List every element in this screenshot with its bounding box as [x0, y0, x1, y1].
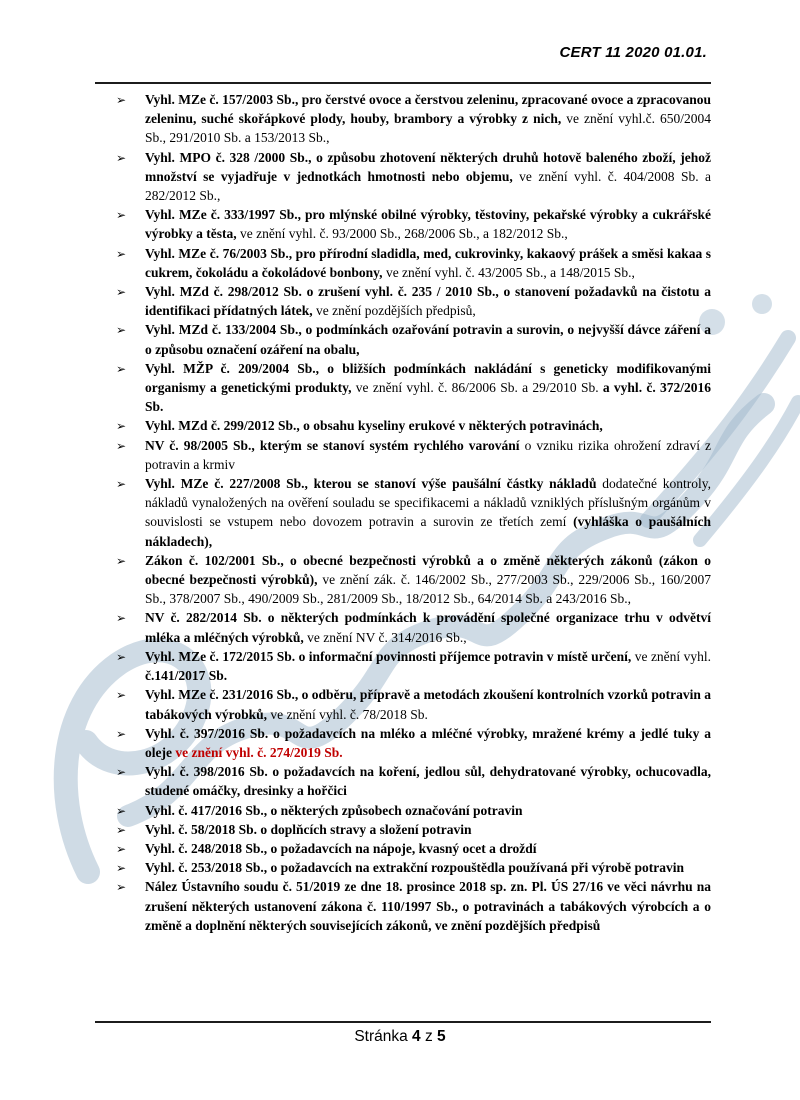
law-item-text: [145, 92, 711, 145]
law-item-text: [145, 438, 711, 472]
law-item-text: [145, 476, 711, 549]
law-item-segment: NV č. 282/2014 Sb. o některých podmínkách k provádění společné organizace trhu v odvětví mléka a mléčných výrobků,: [145, 610, 711, 645]
arrow-bullet-icon: ➢: [116, 208, 127, 223]
arrow-bullet-icon: ➢: [116, 438, 127, 453]
law-item: [95, 839, 711, 858]
footer-label: Stránka: [354, 1028, 408, 1045]
law-item-text: [145, 860, 684, 875]
law-item-segment: ve znění pozdějších předpisů,: [312, 303, 476, 319]
law-item: [95, 359, 711, 417]
law-item-text: [145, 246, 711, 280]
arrow-bullet-icon: ➢: [116, 611, 127, 626]
arrow-bullet-icon: ➢: [116, 861, 127, 876]
arrow-bullet-icon: ➢: [116, 822, 127, 837]
law-item-text: [145, 879, 711, 932]
law-item: [95, 858, 711, 877]
law-item: [95, 148, 711, 206]
law-item-segment: Vyhl. MZd č. 133/2004 Sb., o podmínkách ozařování potravin a surovin, o nejvyšší dávce záření a o způsobu označení ozáření na obalu,: [145, 322, 711, 357]
law-item-segment: Nález Ústavního soudu č. 51/2019 ze dne 18. prosince 2018 sp. zn. Pl. ÚS 27/16 ve věci návrhu na zrušení některých ustanovení zákona č. 110/1997 Sb., o potravinách a tabákových výrobcích a o změně a doplnění některých souvisejících zákonů, ve znění pozdějších předpisů: [145, 879, 711, 933]
law-item-text: [145, 803, 523, 818]
law-item-segment: Vyhl. MZe č. 157/2003 Sb., pro čerstvé ovoce a čerstvou zeleninu, zpracované ovoce a zpracovanou zeleninu, suché skořápkové plody, houby, brambory a výrobky z nich,: [145, 92, 711, 127]
law-item-segment: Vyhl. MPO č. 328 /2000 Sb., o způsobu zhotovení některých druhů hotově baleného zboží, jehož množství se vyjadřuje v jednotkách hmotnosti nebo objemu,: [145, 149, 711, 184]
law-item: [95, 205, 711, 243]
law-item: [95, 762, 711, 800]
law-item-segment: Vyhl. MZe č. 333/1997 Sb., pro mlýnské obilné výrobky, těstoviny, pekařské výrobky a cukrářské výrobky a těsta,: [145, 207, 711, 242]
law-item-segment: ve znění vyhl. č. 43/2005 Sb., a 148/2015 Sb.,: [382, 264, 635, 280]
law-item: [95, 244, 711, 282]
law-item-text: [145, 284, 711, 318]
law-item: [95, 320, 711, 358]
arrow-bullet-icon: ➢: [116, 361, 127, 376]
law-item-text: [145, 726, 711, 760]
law-item: [95, 685, 711, 723]
law-item-text: [145, 841, 537, 856]
arrow-bullet-icon: ➢: [116, 419, 127, 434]
law-item-segment: dodatečné kontroly, nákladů vynaložených na ověření souladu se specifikacemi a nákladů vzniklých příslušným orgánům v souvislosti se vstupem nebo dovozem potravin a surovin ze třetích zemí: [145, 476, 711, 530]
law-item-segment: Vyhl. č. 397/2016 Sb. o požadavcích na mléko a mléčné výrobky, mražené krémy a jedlé tuky a oleje: [145, 725, 711, 760]
law-item: [95, 608, 711, 646]
law-item: [95, 724, 711, 762]
law-item-text: [145, 649, 711, 683]
law-item-segment: Vyhl. MZe č. 172/2015 Sb. o informační povinnosti příjemce potravin v místě určení,: [145, 648, 632, 664]
law-item-text: [145, 822, 472, 837]
arrow-bullet-icon: ➢: [116, 765, 127, 780]
law-item-segment: Vyhl. č. 58/2018 Sb. o doplňcích stravy a složení potravin: [145, 821, 472, 837]
footer-rule: [95, 1021, 711, 1023]
law-item: [95, 647, 711, 685]
law-item-segment: Vyhl. MZd č. 298/2012 Sb. o zrušení vyhl. č. 235 / 2010 Sb., o stanovení požadavků na čistotu a identifikaci přídatných látek,: [145, 284, 711, 319]
law-item-segment: ve znění vyhl.č. 650/2004 Sb., 291/2010 Sb. a 153/2013 Sb.,: [145, 111, 711, 146]
law-item: [95, 551, 711, 609]
law-item-segment: ve znění vyhl. č. 93/2000 Sb., 268/2006 Sb., a 182/2012 Sb.,: [236, 226, 568, 242]
law-item-segment: Vyhl. MZe č. 231/2016 Sb., o odběru, přípravě a metodách zkoušení kontrolních vzorků potravin a tabákových výrobků,: [145, 687, 711, 722]
law-item-text: [145, 361, 711, 414]
law-item: [95, 474, 711, 551]
law-item: [95, 877, 711, 935]
law-item-segment: ve znění zák. č. 146/2002 Sb., 277/2003 Sb., 229/2006 Sb., 160/2007 Sb., 378/2007 Sb., 490/2009 Sb., 281/2009 Sb., 18/2012 Sb., 64/2014 Sb. a 243/2016 Sb.,: [145, 572, 711, 607]
law-item-segment: Vyhl. č. 253/2018 Sb., o požadavcích na extrakční rozpouštědla používaná při výrobě potravin: [145, 860, 685, 876]
law-item-segment: ve znění NV č. 314/2016 Sb.,: [303, 629, 467, 645]
law-item-segment: Vyhl. MZe č. 76/2003 Sb., pro přírodní sladidla, med, cukrovinky, kakaový prášek a směsi kakaa s cukrem, čokoládu a čokoládové bonbony,: [145, 245, 711, 280]
law-item-segment: NV č. 98/2005 Sb., kterým se stanoví systém rychlého varování: [145, 437, 520, 453]
law-item-segment: o vzniku rizika ohrožení zdraví z potravin a krmiv: [145, 437, 711, 472]
law-item-segment: Vyhl. č. 417/2016 Sb., o některých způsobech označování potravin: [145, 802, 523, 818]
law-item: [95, 801, 711, 820]
law-item-segment: ve znění vyhl.: [631, 648, 711, 664]
law-item-segment: a vyhl. č. 372/2016 Sb.: [145, 380, 712, 415]
law-item-text: [145, 610, 711, 644]
arrow-bullet-icon: ➢: [116, 150, 127, 165]
arrow-bullet-icon: ➢: [116, 285, 127, 300]
footer-total-pages: 5: [437, 1028, 446, 1045]
arrow-bullet-icon: ➢: [116, 553, 127, 568]
arrow-bullet-icon: ➢: [116, 649, 127, 664]
footer-page-number: 4: [412, 1028, 421, 1045]
law-item-text: [145, 687, 711, 721]
law-item-text: [145, 418, 603, 433]
arrow-bullet-icon: ➢: [116, 803, 127, 818]
law-item: [95, 90, 711, 148]
arrow-bullet-icon: ➢: [116, 880, 127, 895]
arrow-bullet-icon: ➢: [116, 841, 127, 856]
law-item-text: [145, 322, 711, 356]
arrow-bullet-icon: ➢: [116, 726, 127, 741]
law-item: [95, 820, 711, 839]
law-item: [95, 436, 711, 474]
page-footer: [0, 1028, 800, 1046]
law-item-segment: Vyhl. MZe č. 227/2008 Sb., kterou se stanoví výše paušální částky nákladů: [145, 476, 597, 492]
law-item-segment: ve znění vyhl. č. 78/2018 Sb.: [267, 706, 428, 722]
arrow-bullet-icon: ➢: [116, 93, 127, 107]
law-item-segment: ve znění vyhl. č. 274/2019 Sb.: [171, 744, 343, 760]
law-item-text: [145, 553, 711, 606]
arrow-bullet-icon: ➢: [116, 246, 127, 261]
law-item-segment: ve znění vyhl. č. 404/2008 Sb. a 282/2012 Sb.,: [145, 168, 711, 204]
document-code: CERT 11 2020 01.01.: [559, 44, 707, 61]
law-item-segment: Vyhl. MŽP č. 209/2004 Sb., o bližších podmínkách nakládání s geneticky modifikovanými organismy a genetickými produkty,: [145, 360, 711, 396]
arrow-bullet-icon: ➢: [116, 688, 127, 703]
law-item-text: [145, 207, 711, 241]
law-item-segment: ve znění vyhl. č. 86/2006 Sb. a 29/2010 Sb.: [351, 380, 603, 396]
law-item-segment: č.141/2017 Sb.: [145, 668, 228, 684]
law-item: [95, 416, 711, 435]
law-item-segment: (vyhláška o paušálních nákladech),: [145, 514, 712, 549]
law-item-segment: Vyhl. MZd č. 299/2012 Sb., o obsahu kyseliny erukové v některých potravinách,: [145, 418, 603, 434]
arrow-bullet-icon: ➢: [116, 323, 127, 338]
law-item-text: [145, 764, 711, 798]
footer-separator: z: [424, 1028, 433, 1045]
arrow-bullet-icon: ➢: [116, 477, 127, 492]
law-item-segment: Vyhl. č. 248/2018 Sb., o požadavcích na nápoje, kvasný ocet a droždí: [145, 840, 537, 856]
law-list: [95, 90, 711, 935]
law-item-segment: Zákon č. 102/2001 Sb., o obecné bezpečnosti výrobků a o změně některých zákonů (zákon o obecné bezpečnosti výrobků),: [145, 552, 711, 588]
law-item-text: [145, 150, 711, 203]
header-rule: [95, 82, 711, 84]
law-item-segment: Vyhl. č. 398/2016 Sb. o požadavcích na koření, jedlou sůl, dehydratované výrobky, ochucovadla, studené omáčky, dresinky a hořčici: [145, 764, 711, 799]
law-item: [95, 282, 711, 320]
